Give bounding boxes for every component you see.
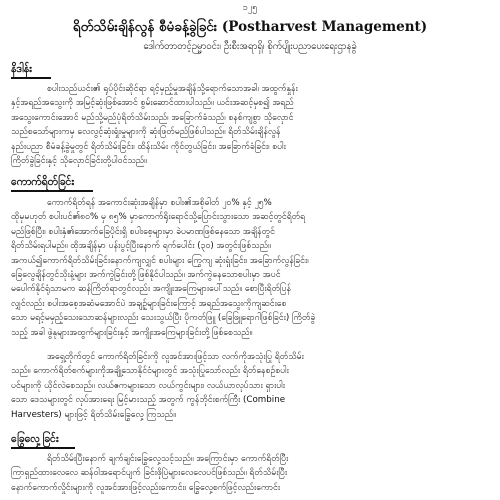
- paragraph-line: နှင့်အရည်အသွေးကို အမြင့်ဆုံးဖြစ်အောင် စွမ်းဆောင်ထားပါသည်။ ယင်းအဆင့်မှစ၍ အရည်: [11, 98, 294, 109]
- heading-underline: [11, 190, 93, 192]
- paragraph-line: အကယ်၍ကောက်ရိတ်သိမ်းခြင်းနောက်ကျလျှင် စပါးများ ကြွေကျ ဆုံးရှုံးခြင်း၊ အခြောက်လွန်ခြင်း၊: [11, 255, 309, 266]
- paragraph-introduction: [11, 82, 489, 168]
- paragraph-line: မည်ဖြစ်ပြီး၊ စပါးနှံ၏အောက်ခြေပိုင်းရှိ စပါးစေ့များမှာ ခဲပမာဏဖြစ်နေသော အချိန်တွင်: [11, 226, 275, 237]
- paragraph-line: သော မရင့်မမှည့်သေးသောဆန်များလည်း သေးသွယ်ပြီး ပိုကတ်ဖြူ (ခြေဖြူရောဂါဖြစ်ခြင်း) ကြိတ်ခွဲ: [11, 313, 316, 324]
- heading-underline: [11, 77, 51, 79]
- section-heading-introduction: နိဒါန်း: [11, 63, 32, 75]
- paragraph-line: သည်။ ကောက်ရိတ်စက်များကိုအချို့သောနိုင်ငံများတွင် အသုံးပြုသော်လည်း ရိတ်နေစဉ်စပါး: [11, 366, 289, 377]
- paragraph-harvesting-methods: [11, 350, 489, 422]
- paragraph-line: ကောက်ရိတ်ရန် အကောင်းဆုံးအချိန်မှာ စပါး၏အစိုဓါတ် ၂၀% နှင့် ၂၅%: [47, 198, 272, 208]
- paragraph-line: ကြာရှည်ထားလေလေ ဆန်ဝါအရောင်ပျက် ခြင်းဖိုပြဲများလေလေပင်ဖြစ်သည်။ ရိတ်သိမ်းပြီး: [11, 468, 288, 479]
- page-number: ၁၂၅: [242, 3, 258, 13]
- paragraph-line: အသွေးကောင်းအောင် မည်သို့မည်ပုံရိတ်သိမ်းသည်၊ အခြောက်ခံသည်၊ စနစ်ကျစွာ သိုလှောင်: [11, 112, 294, 123]
- section-heading-harvesting: ကောက်ရိတ်ခြင်း: [11, 176, 74, 188]
- section-heading-threshing: ခြွေလှေ့ခြင်း: [11, 433, 59, 445]
- paragraph-line: စပါးသည်ယင်း၏ ရုပ်ပိုင်းဆိုင်ရာ ရင့်မှည့်မှုအချိန်သို့ရောက်သောအခါ၊ အထွက်နှုန်း: [47, 84, 298, 94]
- paragraph-line: ခြေလွေချိန်တွင်သိုးနံ့များ အက်ကွဲခြင်းတို့ဖြစ်နိုင်ပါသည်။ အက်ကွဲနေသောစပါးမှာ အပင်: [11, 270, 281, 281]
- paragraph-threshing: [11, 452, 489, 495]
- document-title: ရိတ်သိမ်းချိန်လွန် စီမံခန့်ခွဲခြင်း (Postharvest Management): [72, 19, 428, 35]
- paragraph-line: ထိုမှမဟုတ် စပါးပင်၏၈၀% မှ ၈၅% မှာကောက်ရိုးရောင်သို့ပြောင်းသွားသော အဆင့်တွင်ရိတ်ရ: [11, 212, 306, 223]
- paragraph-line: ရိတ်သိမ်းရပါမည်။ ထိုအချိန်မှာ ပန်းပွင့်ပြီးနောက် ရက်ပေါင်း (၃၀) အတွင်းဖြစ်သည်။: [11, 241, 271, 252]
- paragraph-line: နောက်ကောက်လှိုင်းများကို လူအင်အားဖြင့်လည်းကောင်း၊ ခြွေလှေ့စက်ဖြင့်လည်းကောင်း: [11, 482, 281, 493]
- paragraph-line: မပေါက်နိုင်ရုံသာမက ဆန်ကြိတ်ရာတွင်လည်း အကျိုးအကြေများပေါ်သည်။ စောပြီးရိတ်ပြန်: [11, 284, 291, 295]
- paragraph-line: သည်စသော်များကမှ လေလွင့်ဆုံးရှုံးမှုများကို ဆုံးဖြတ်မည်ဖြစ်ပါသည်။ ရိတ်သိမ်းချိန်လွန်: [11, 127, 281, 138]
- paragraph-line: ကြိတ်ခွဲခြင်းနှင့် သိုလှောင်ခြင်းတို့ပါဝင်သည်။: [11, 156, 147, 167]
- paragraph-line: Harvesters) များဖြင့် ရိတ်သိမ်းခြွေလှေ့ ကြသည်။: [11, 409, 176, 420]
- paragraph-line: အရှေ့တိုက်တွင် ကောက်ရိတ်ခြင်းကို လူအင်အားဖြင့်သာ လက်ကိုအသုံးပြု ရိတ်သိမ်း: [47, 352, 304, 362]
- heading-underline: [11, 447, 75, 449]
- paragraph-line: လျှင်လည်း စပါးအစေ့အဆံမအောင်ပဲ အချဉ့်များခြင်းကြောင့် အရည်အသွေးကိုကျဆင်းစေ: [11, 298, 287, 309]
- paragraph-line: သည့် အခါ ဖွဲနုများအထွက်များခြင်းနှင့် အကျိုးအကြေများခြင်းတို့ဖြစ်စေသည်။: [11, 327, 253, 338]
- paragraph-harvesting-timing: [11, 196, 489, 340]
- paragraph-line: ရိတ်သိမ်းပြီးနောက် ချက်ချင်းခြွေလှေ့သင့်သည်။ အကြောင်းမှာ ကောက်ရိတ်ပြီး: [47, 454, 289, 464]
- author-line: ဒေါက်တာတင့်ဉမ္မာဝင်း၊ ဦးစီးအရာရှိ၊ စိုက်ပျိုးပညာပေးရေးဌာနခွဲ: [143, 41, 357, 52]
- paragraph-line: ပင်များကို ယိုင်လဲစေသည်။ လယ်ဧကများသော လယ်ကွင်းများ၊ လယ်ယာလုပ်သား ရှားပါး: [11, 380, 285, 391]
- paragraph-line: သော ဒေသများတွင် လုပ်အားရေး မြင့်မားသည့် အတွက် ကွန်ဘိုင်းစက်ကြီး (Combine: [11, 395, 286, 406]
- paragraph-line: နည်းပညာ စီမံခန့်ခွဲမှုတွင် ရိတ်သိမ်းခြင်း၊ ထိန်းသိမ်း ကိုင်တွယ်ခြင်း၊ အခြောက်ခံခြင်း၊ စပါး: [11, 141, 286, 152]
